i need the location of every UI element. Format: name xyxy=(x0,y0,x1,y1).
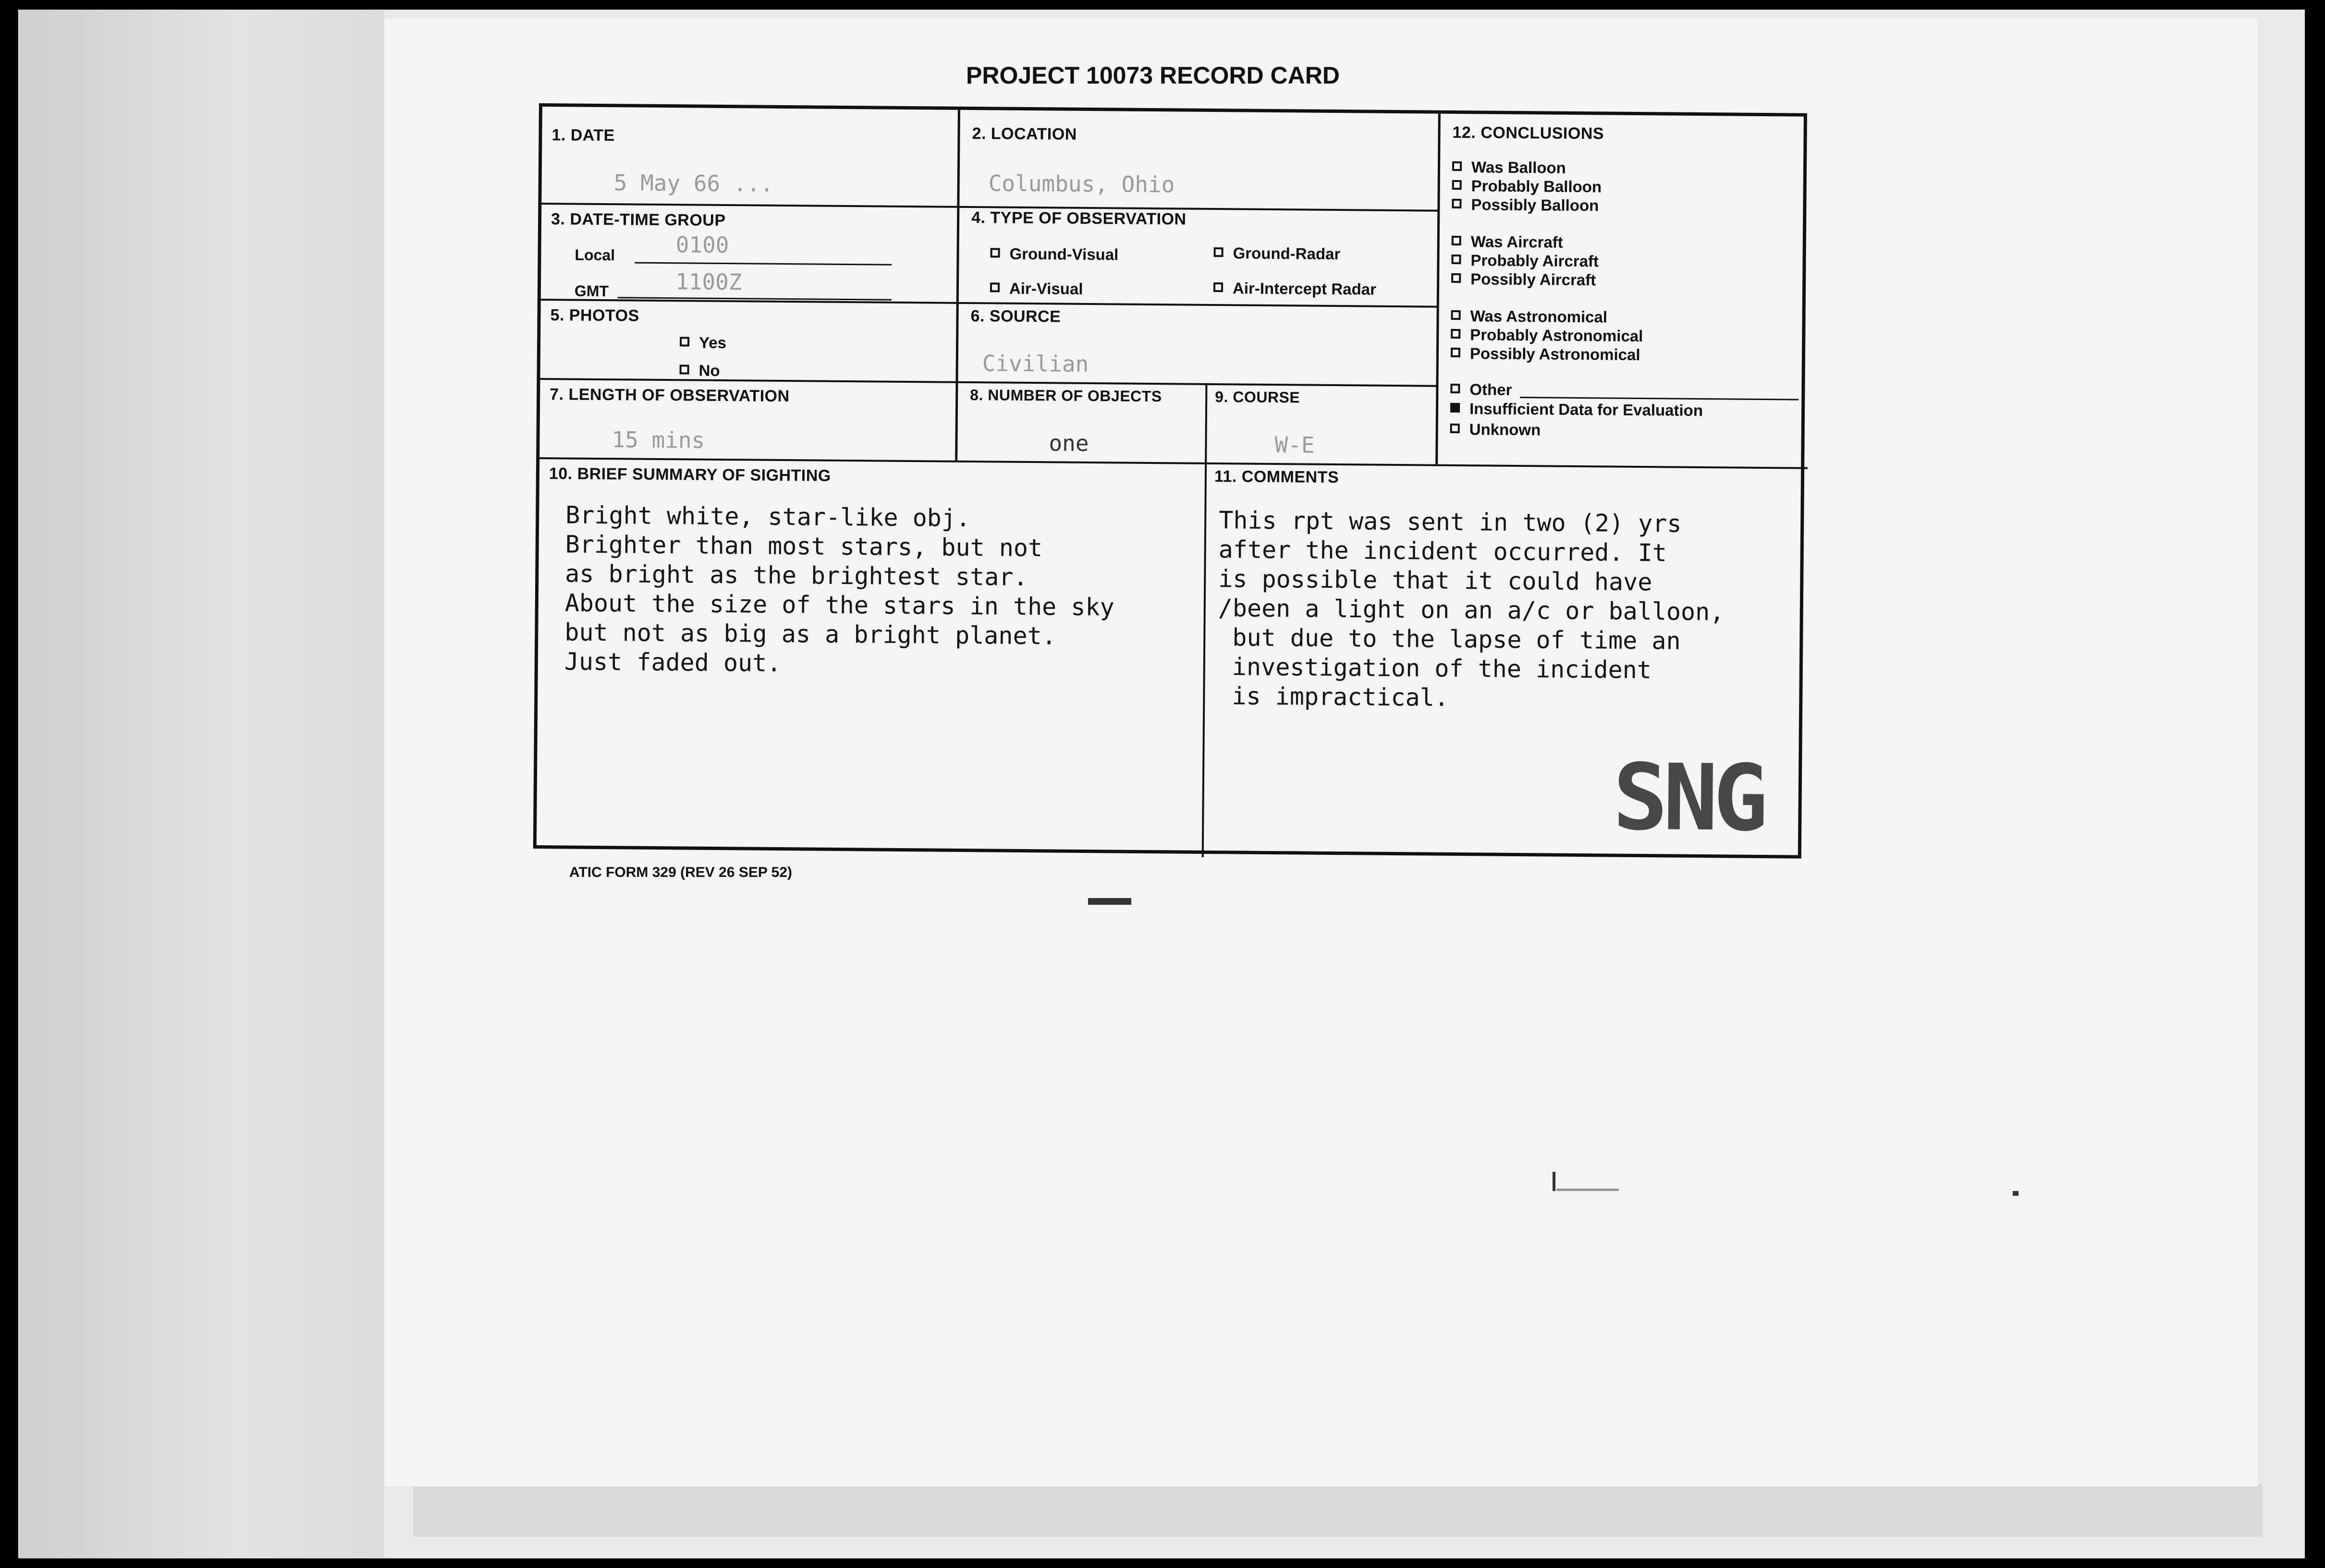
gmt-label: GMT xyxy=(574,282,609,300)
checkbox-icon xyxy=(680,337,689,347)
conclusion-probably-astronomical: Probably Astronomical xyxy=(1451,326,1643,345)
bottom-margin-shade xyxy=(413,1484,2263,1537)
conclusion-probably-balloon: Probably Balloon xyxy=(1452,177,1602,196)
conclusion-other: Other xyxy=(1450,380,1512,399)
date-value: 5 May 66 ... xyxy=(613,170,774,197)
checkbox-icon xyxy=(1452,161,1462,171)
film-speck xyxy=(1553,1172,1555,1191)
checkbox-icon xyxy=(1452,199,1461,208)
film-speck xyxy=(1088,898,1131,905)
comments-line: is impractical. xyxy=(1217,682,1449,712)
date-time-group-label: 3. DATE-TIME GROUP xyxy=(551,210,726,230)
course-label: 9. COURSE xyxy=(1215,388,1300,406)
conclusion-was-aircraft: Was Aircraft xyxy=(1452,232,1563,252)
option-ground-visual: Ground-Visual xyxy=(990,244,1118,264)
conclusion-insufficient-data: Insufficient Data for Evaluation xyxy=(1450,400,1703,420)
location-label: 2. LOCATION xyxy=(972,124,1077,144)
other-underline xyxy=(1520,397,1799,401)
checkbox-icon xyxy=(990,283,1000,292)
summary-line: Bright white, star-like obj. xyxy=(565,501,971,533)
source-label: 6. SOURCE xyxy=(970,307,1061,326)
divider xyxy=(955,110,960,461)
checkbox-icon xyxy=(1450,384,1460,393)
comments-line: after the incident occurred. It xyxy=(1218,535,1667,567)
film-speck xyxy=(2013,1191,2019,1196)
summary-line: About the size of the stars in the sky xyxy=(564,589,1114,621)
comments-line: is possible that it could have xyxy=(1218,565,1652,596)
conclusion-was-balloon: Was Balloon xyxy=(1452,158,1566,177)
checkbox-icon xyxy=(991,248,1000,258)
film-speck xyxy=(1556,1189,1619,1191)
comments-line: /been a light on an a/c or balloon, xyxy=(1218,594,1725,626)
checkbox-icon xyxy=(1451,348,1460,357)
summary-text xyxy=(564,500,1115,681)
record-card xyxy=(533,103,1807,859)
comments-line: This rpt was sent in two (2) yrs xyxy=(1218,506,1682,538)
checkbox-icon xyxy=(1451,329,1460,339)
location-value: Columbus, Ohio xyxy=(988,170,1175,198)
photos-no: No xyxy=(679,361,720,380)
conclusion-unknown: Unknown xyxy=(1450,420,1541,439)
checkbox-icon xyxy=(1213,282,1223,292)
local-value: 0100 xyxy=(675,231,729,258)
conclusions-label: 12. CONCLUSIONS xyxy=(1452,123,1604,143)
course-value: W-E xyxy=(1274,432,1315,458)
summary-line: as bright as the brightest star. xyxy=(565,559,1028,592)
divider xyxy=(1202,383,1208,857)
photos-label: 5. PHOTOS xyxy=(550,306,639,325)
conclusion-possibly-astronomical: Possibly Astronomical xyxy=(1451,344,1640,364)
conclusion-probably-aircraft: Probably Aircraft xyxy=(1451,251,1599,270)
comments-text xyxy=(1217,506,1725,715)
number-of-objects-value: one xyxy=(1049,430,1089,457)
comments-line: investigation of the incident xyxy=(1217,653,1652,684)
checkbox-checked-icon xyxy=(1450,403,1460,413)
page-title: PROJECT 10073 RECORD CARD xyxy=(966,62,1340,89)
sng-stamp: SNG xyxy=(1612,744,1764,852)
left-margin-shade xyxy=(19,10,384,1558)
checkbox-icon xyxy=(1214,247,1224,257)
summary-line: Brighter than most stars, but not xyxy=(565,530,1043,562)
number-of-objects-label: 8. NUMBER OF OBJECTS xyxy=(970,386,1162,405)
option-ground-radar: Ground-Radar xyxy=(1213,244,1340,263)
date-label: 1. DATE xyxy=(551,126,615,145)
comments-line: but due to the lapse of time an xyxy=(1218,623,1681,655)
conclusion-was-astronomical: Was Astronomical xyxy=(1451,307,1607,327)
checkbox-icon xyxy=(1452,180,1462,190)
summary-label: 10. BRIEF SUMMARY OF SIGHTING xyxy=(549,464,831,485)
divider xyxy=(959,302,1438,308)
length-of-observation-label: 7. LENGTH OF OBSERVATION xyxy=(550,385,790,406)
divider xyxy=(1435,114,1441,464)
checkbox-icon xyxy=(1451,310,1461,320)
summary-line: Just faded out. xyxy=(564,647,782,677)
conclusion-possibly-balloon: Possibly Balloon xyxy=(1452,195,1599,215)
checkbox-icon xyxy=(680,365,689,375)
local-label: Local xyxy=(575,246,615,264)
type-of-observation-label: 4. TYPE OF OBSERVATION xyxy=(971,208,1187,229)
conclusion-possibly-aircraft: Possibly Aircraft xyxy=(1451,270,1596,289)
checkbox-icon xyxy=(1451,255,1461,264)
gmt-value: 1100Z xyxy=(675,268,742,295)
comments-label: 11. COMMENTS xyxy=(1214,467,1339,487)
divider xyxy=(540,378,1437,387)
checkbox-icon xyxy=(1452,236,1461,245)
source-value: Civilian xyxy=(982,350,1089,377)
length-of-observation-value: 15 mins xyxy=(612,426,705,453)
photos-yes: Yes xyxy=(680,333,726,352)
checkbox-icon xyxy=(1451,273,1461,283)
option-air-intercept-radar: Air-Intercept Radar xyxy=(1213,279,1376,299)
checkbox-icon xyxy=(1450,424,1460,433)
summary-line: but not as big as a bright planet. xyxy=(564,618,1057,650)
local-underline xyxy=(635,262,892,266)
option-air-visual: Air-Visual xyxy=(990,279,1083,298)
form-identifier: ATIC FORM 329 (REV 26 SEP 52) xyxy=(569,864,793,880)
